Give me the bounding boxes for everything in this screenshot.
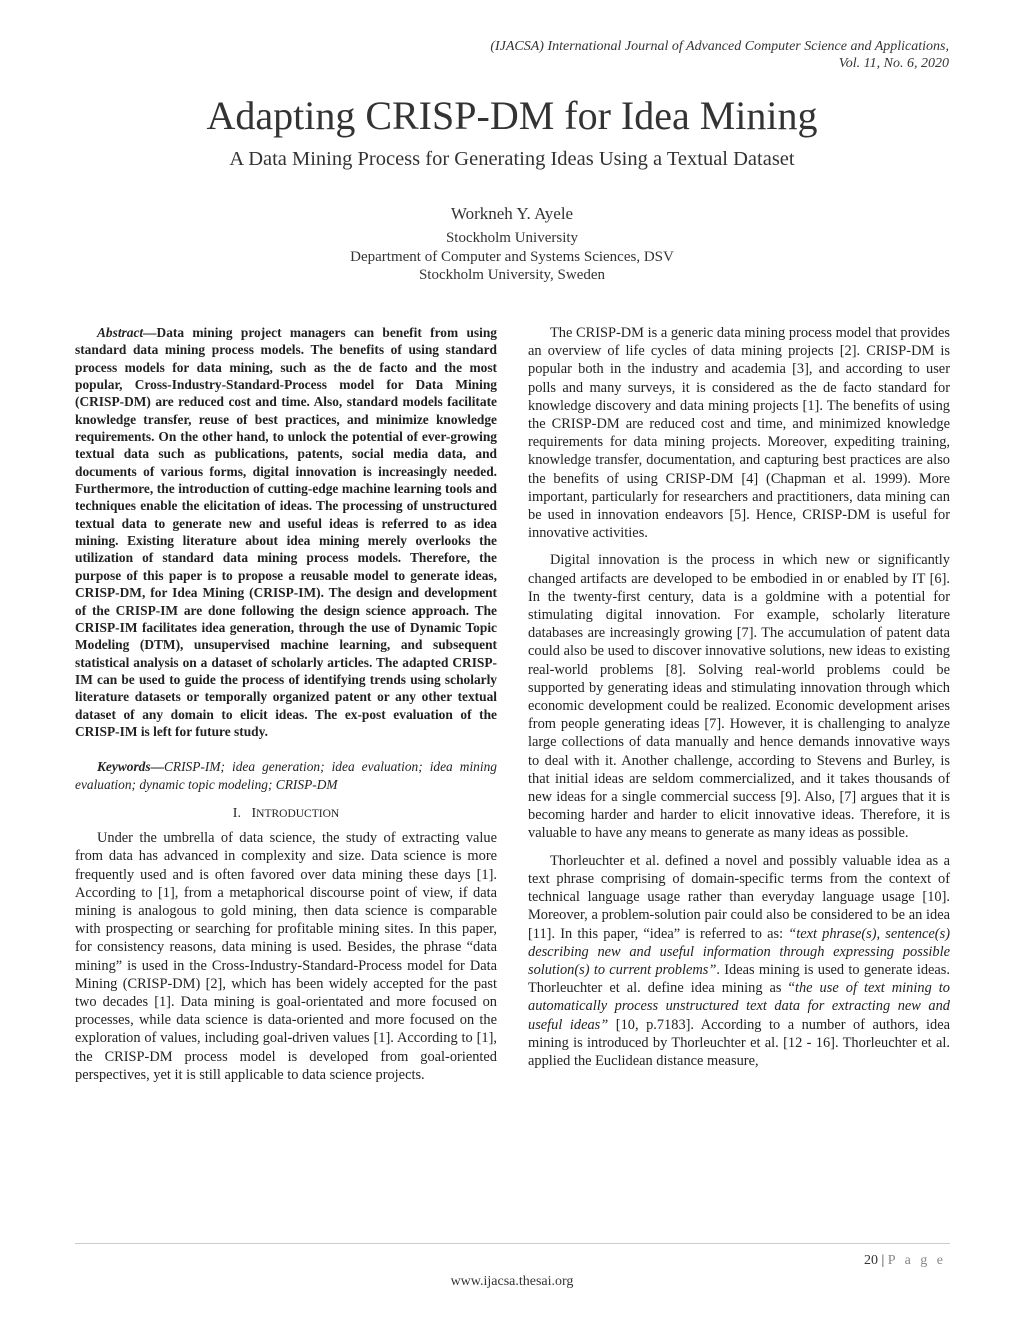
text: . Ideas mining is used to generate ideas. Thorleuchter et al. define idea mining as “ — [528, 961, 950, 997]
affiliation-line: Stockholm University — [445, 230, 579, 246]
keywords — [75, 758, 497, 793]
abstract-text: Data mining project managers can benefit from using standard data mining process models. The benefits of using standard process models for data mining, such as the de facto and the most popular, Cross-Industry-Standard-Process model for Data Mining (CRISP-DM) are reduced cost and time. Also, standard models facilitate knowledge transfer, reuse of best practices, and minimize knowledge requirements. On the other hand, to unlock the potential of ever-growing textual data such as publications, patents, social media data, and documents of various forms, digital innovation is increasingly needed. Furthermore, the introduction of cutting-edge machine learning tools and techniques enable the elicitation of ideas. The processing of unstructured textual data to generate new and useful ideas is referred to as idea mining. Existing literature about idea mining merely overlooks the utilization of standard data mining process models. Therefore, the purpose of this paper is to propose a reusable model to generate ideas, CRISP-DM, for Idea Mining (CRISP-IM). The design and development of the CRISP-IM are done following the design science approach. The CRISP-IM facilitates idea generation, through the use of Dynamic Topic Modeling (DTM), unsupervised machine learning, and subsequent statistical analysis on a dataset of scholarly articles. The adapted CRISP-IM can be used to guide the process of identifying trends using scholarly literature datasets or temporally organized patent or any other textual dataset of any domain to elicit ideas. The ex-post evaluation of the CRISP-IM is left for future study. — [75, 325, 497, 739]
journal-volume: Vol. 11, No. 6, 2020 — [838, 56, 949, 71]
affiliation-line: Stockholm University, Sweden — [418, 267, 606, 283]
section-title-rest: NTRODUCTION — [256, 807, 340, 820]
page-num: 20 — [863, 1253, 878, 1268]
paragraph — [528, 852, 950, 1070]
journal-name: (IJACSA) International Journal of Advanced Computer Science and Applications, — [490, 39, 949, 54]
paragraph: Digital innovation is the process in which new or significantly changed artifacts are developed to be embodied in or enabled by IT [6]. In the twenty-first century, data is a goldmine with a potential for stimulating digital innovation. For example, scholarly literature databases are increasingly growing [7]. The accumulation of patent data could also be used to discover innovative solutions, new ideas to existing real-world problems [8]. Solving real-world problems could be supported by generating ideas and stimulating innovation through which economic development could be realized. Economic development arises from people generating ideas [7]. However, it is challenging to analyze large collections of data manually and hence demands innovative ways to deal with it. Another challenge, according to Stevens and Burley, is that initial ideas are seldom commercialized, and it takes thousands of new ideas for a single commercial success [9]. Also, [7] argues that it is becoming harder and harder to elicit innovative ideas. Therefore, it is valuable to have any means to generate as many ideas as possible. — [528, 552, 950, 842]
page-separator: | — [877, 1253, 888, 1268]
footer-divider — [75, 1243, 950, 1244]
text: Thorleuchter et al. defined a novel and possibly valuable idea as a text phrase comprising of domain-specific terms from the context of technical language usage rather than everyday language usage [10]. Moreover, a problem-solution pair could also be considered to be an idea [11]. In this paper, “idea” is referred to as: — [528, 852, 950, 942]
italic-quote: “text phrase(s), sentence(s) describing new and useful information through expressing possible solution(s) to current problems” — [528, 925, 950, 978]
left-column — [75, 324, 497, 1093]
paragraph: The CRISP-DM is a generic data mining process model that provides an overview of life cycles of data mining projects [2]. CRISP-DM is popular both in the industry and academia [3], and according to user polls and many surveys, it is considered as the de facto standard for knowledge discovery and data mining projects [1]. The benefits of using the CRISP-DM are reduced cost and time, and minimized knowledge requirements for data mining projects. Moreover, expediting training, knowledge transfer, documentation, and capturing best practices are also the benefits of using CRISP-DM [4] (Chapman et al. 1999). More important, particularly for researchers and practitioners, data mining can be used in innovation endeavors [5]. Hence, CRISP-DM is useful for innovative activities. — [528, 325, 950, 542]
paragraph: Under the umbrella of data science, the study of extracting value from data has advanced in complexity and size. Data science is more frequently used and is often favored over data mining these days [1]. According to [1], from a metaphorical discourse point of view, if data mining is analogous to gold mining, then data science is comparable with prospecting or searching for profitable mining sites. In this paper, for consistency reasons, data mining is used. Besides, the phrase “data mining” is used in the Cross-Industry-Standard-Process model for Data Mining (CRISP-DM) [2], which has been widely accepted for the past two decades [1]. Data mining is goal-orientated and more focused on processes, while data science is data-oriented and more focused on the exploration of values, including goal-driven values [1]. According to [1], the CRISP-DM process model is developed from goal-oriented perspectives, yet it is still applicable to data science projects. — [75, 830, 497, 1083]
paper-subtitle: A Data Mining Process for Generating Ideas Using a Textual Dataset — [229, 148, 795, 170]
keywords-label: Keywords— — [97, 759, 164, 775]
section-number: I. — [232, 805, 241, 821]
journal-url[interactable]: www.ijacsa.thesai.org — [450, 1274, 574, 1289]
keywords-text: CRISP-IM; idea generation; idea evaluation; idea mining evaluation; dynamic topic modeling; CRISP-DM — [75, 759, 497, 792]
author-name: Workneh Y. Ayele — [450, 204, 574, 223]
abstract-label: Abstract— — [97, 325, 157, 340]
section-heading — [75, 805, 497, 823]
page-label: P a g e — [887, 1253, 946, 1268]
text: [10, p.7183]. According to a number of authors, idea mining is introduced by Thorleuchter et al. [12 - 16]. Thorleuchter et al. applied the Euclidean distance measure, — [528, 1016, 950, 1069]
section-title-initial: I — [251, 805, 257, 821]
affiliation-line: Department of Computer and Systems Sciences, DSV — [350, 248, 674, 265]
journal-header — [490, 38, 949, 72]
right-column — [528, 324, 950, 1079]
author-affiliation — [0, 229, 1024, 285]
paper-title: Adapting CRISP-DM for Idea Mining — [206, 93, 818, 138]
page-number — [864, 1253, 946, 1269]
italic-quote: the use of text mining to automatically process unstructured text data for extracting new and useful ideas” — [528, 980, 950, 1033]
abstract — [75, 324, 497, 740]
